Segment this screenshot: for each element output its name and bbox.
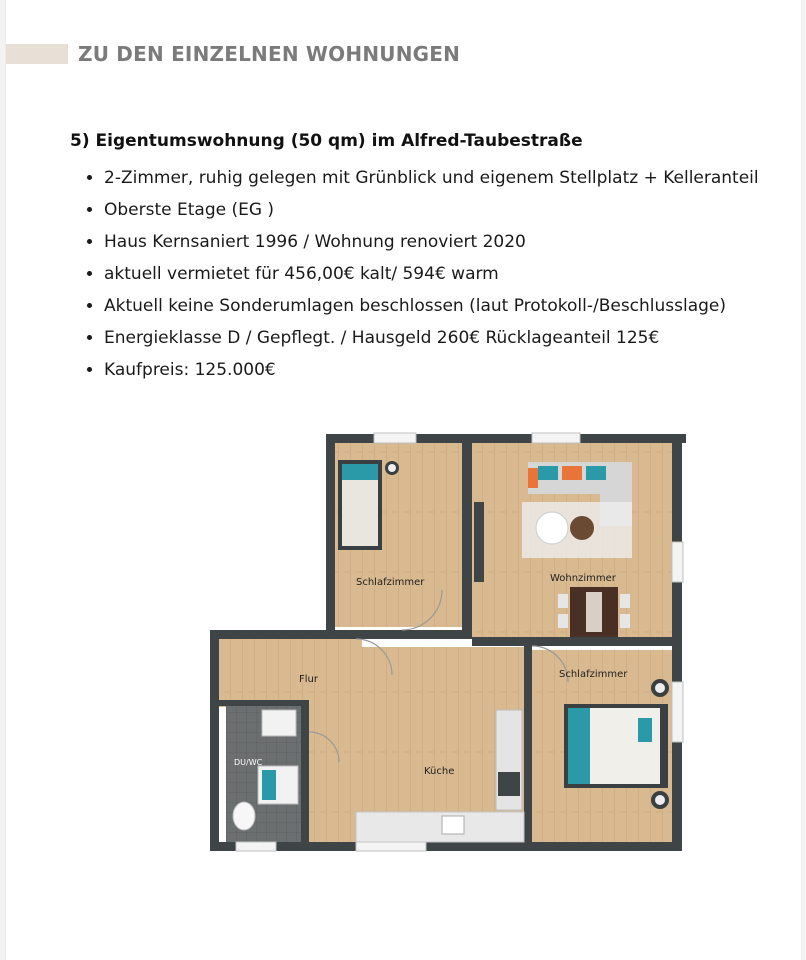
window xyxy=(672,542,683,582)
room-label-du-wc: DU/WC xyxy=(234,758,263,767)
window xyxy=(374,433,416,443)
list-item: • 2-Zimmer, ruhig gelegen mit Grünblick und eigenem Stellplatz + Kelleranteil xyxy=(104,162,759,194)
list-item: • Haus Kernsaniert 1996 / Wohnung renoviert 2020 xyxy=(104,226,759,258)
wall xyxy=(210,842,682,851)
window xyxy=(356,842,426,851)
room-label-schlafzimmer-1: Schlafzimmer xyxy=(356,577,425,588)
wall xyxy=(472,637,682,646)
room-label-kueche: Küche xyxy=(424,766,455,777)
wall xyxy=(216,700,306,706)
listing-title: 5) Eigentumswohnung (50 qm) im Alfred-Taubestraße xyxy=(70,131,583,151)
window xyxy=(236,842,276,851)
section-title: ZU DEN EINZELNEN WOHNUNGEN xyxy=(78,42,461,66)
room-label-wohnzimmer: Wohnzimmer xyxy=(550,573,616,584)
document-page xyxy=(6,0,801,960)
list-item: • aktuell vermietet für 456,00€ kalt/ 594€ warm xyxy=(104,258,759,290)
wall xyxy=(326,434,335,630)
floor-plan-drawing xyxy=(206,432,702,854)
wall xyxy=(524,646,532,842)
wall xyxy=(301,700,309,842)
room-label-flur: Flur xyxy=(299,674,318,685)
section-accent-bar xyxy=(6,44,68,64)
list-item: • Kaufpreis: 125.000€ xyxy=(104,354,759,386)
window xyxy=(532,433,580,443)
list-item: • Oberste Etage (EG ) xyxy=(104,194,759,226)
list-item: • Aktuell keine Sonderumlagen beschlossen (laut Protokoll-/Beschlusslage) xyxy=(104,290,759,322)
wall xyxy=(210,630,219,850)
floor-plan xyxy=(206,432,702,854)
feature-list xyxy=(86,162,759,386)
room-label-schlafzimmer-2: Schlafzimmer xyxy=(559,669,628,680)
window xyxy=(672,682,683,742)
wall xyxy=(462,434,472,639)
wall xyxy=(210,630,472,639)
list-item: • Energieklasse D / Gepflegt. / Hausgeld 260€ Rücklageanteil 125€ xyxy=(104,322,759,354)
